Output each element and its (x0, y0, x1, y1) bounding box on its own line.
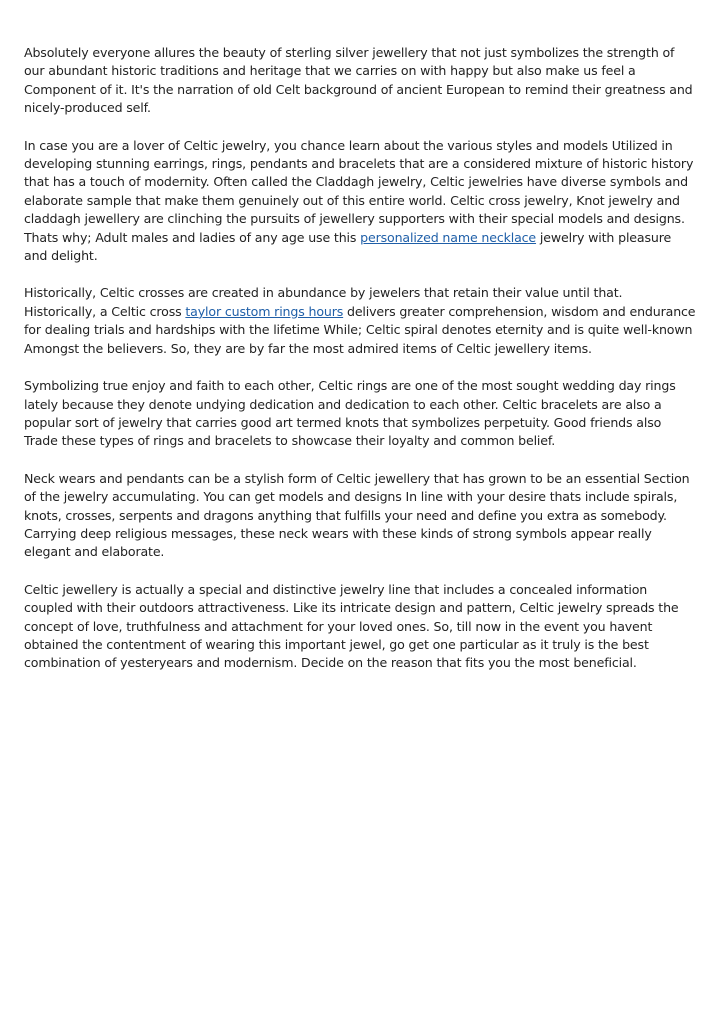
paragraph-6 (24, 581, 696, 673)
taylor-custom-rings-hours-link[interactable]: taylor custom rings hours (185, 303, 344, 319)
paragraph-3 (24, 284, 696, 358)
personalized-name-necklace-link[interactable]: personalized name necklace (360, 229, 537, 245)
paragraph-3-text-b: delivers greater comprehension, wisdom and endurance for dealing trials and hardships with the lifetime While; Celtic spiral denotes eternity and is quite well-known Amongst the believers. So, they are by far the most admired items of Celtic jewellery items. (24, 303, 696, 356)
paragraph-2-text-b: jewelry with pleasure and delight. (24, 229, 672, 264)
paragraph-4 (24, 377, 696, 451)
paragraph-2-text-a: In case you are a lover of Celtic jewelry, you chance learn about the various styles and models Utilized in developing stunning earrings, rings, pendants and bracelets that are a considered mixture of historic history that has a touch of modernity. Often called the Claddagh jewelry, Celtic jewelries have diverse symbols and elaborate sample that make them genuinely out of this entire world. Celtic cross jewelry, Knot jewelry and claddagh jewellery are clinching the pursuits of jewellery supporters with their special models and designs. Thats why; Adult males and ladies of any age use this (24, 137, 694, 245)
paragraph-1 (24, 44, 696, 118)
paragraph-1-text: Absolutely everyone allures the beauty of sterling silver jewellery that not just symbolizes the strength of our abundant historic traditions and heritage that we carries on with happy but also make us feel a Component of it. It's the narration of old Celt background of ancient European to remind their greatness and nicely-produced self. (24, 45, 693, 116)
document-body (24, 44, 696, 692)
paragraph-6-text: Celtic jewellery is actually a special and distinctive jewelry line that includes a concealed information coupled with their outdoors attractiveness. Like its intricate design and pattern, Celtic jewelry spreads the concept of love, truthfulness and attachment for your loved ones. So, till now in the event you havent obtained the contentment of wearing this important jewel, go get one particular as it truly is the best combination of yesteryears and modernism. Decide on the reason that fits you the most beneficial. (24, 581, 679, 671)
paragraph-3-text-a: Historically, Celtic crosses are created in abundance by jewelers that retain their value until that. Historically, a Celtic cross (24, 285, 623, 319)
paragraph-2 (24, 137, 696, 266)
paragraph-5 (24, 470, 696, 562)
paragraph-4-text: Symbolizing true enjoy and faith to each other, Celtic rings are one of the most sought wedding day rings lately because they denote undying dedication and dedication to each other. Celtic bracelets are also a popular sort of jewelry that carries good art termed knots that symbolizes perpetuity. Good friends also Trade these types of rings and bracelets to showcase their loyalty and common belief. (24, 378, 676, 449)
paragraph-5-text: Neck wears and pendants can be a stylish form of Celtic jewellery that has grown to be an essential Section of the jewelry accumulating. You can get models and designs In line with your desire thats include spirals, knots, crosses, serpents and dragons anything that fulfills your need and define you extra as somebody. Carrying deep religious messages, these neck wears with these kinds of strong symbols appear really elegant and elaborate. (24, 470, 690, 560)
